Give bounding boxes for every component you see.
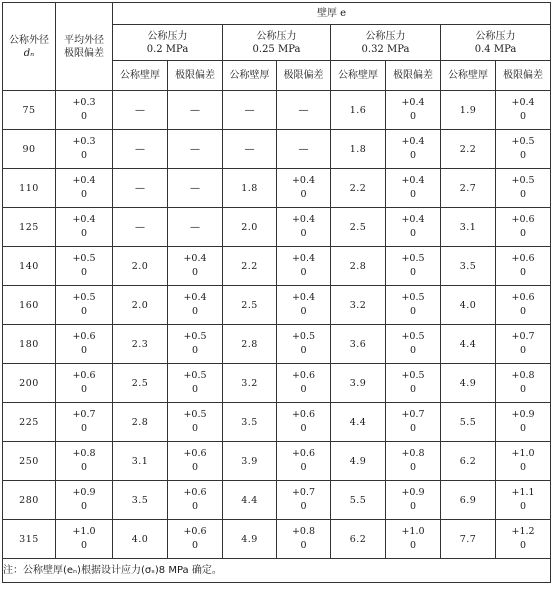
nominal-od-cell: 180: [3, 325, 56, 364]
limit-deviation-cell: [496, 169, 551, 208]
nominal-wall-cell: 4.9: [441, 364, 496, 403]
nominal-wall-cell: 3.2: [223, 364, 277, 403]
deviation-lower: 0: [80, 540, 88, 551]
pressure-value: 0.4 MPa: [474, 43, 517, 55]
deviation-lower: 0: [300, 189, 307, 200]
deviation-lower: 0: [520, 345, 527, 356]
sub-deviation-header: 极限偏差: [386, 61, 441, 91]
pressure-label: 公称压力: [475, 30, 516, 42]
limit-deviation-cell: [168, 364, 223, 403]
deviation-lower: 0: [300, 306, 307, 317]
nominal-od-cell: 125: [3, 208, 56, 247]
nominal-wall-cell: 3.5: [441, 247, 496, 286]
deviation-upper: +0.8: [401, 448, 425, 459]
nominal-wall-cell: 3.1: [441, 208, 496, 247]
deviation-lower: 0: [520, 228, 527, 239]
limit-deviation-cell: [496, 130, 551, 169]
nominal-wall-cell: 4.9: [223, 520, 277, 559]
table-row: [3, 208, 551, 247]
nominal-wall-cell: 2.0: [113, 286, 168, 325]
table-row: [3, 169, 551, 208]
nominal-wall-cell: 1.8: [331, 130, 386, 169]
limit-deviation-cell: [386, 208, 441, 247]
deviation-upper: +0.4: [291, 214, 316, 225]
deviation-lower: 0: [409, 384, 417, 395]
nominal-wall-cell: 6.2: [441, 442, 496, 481]
deviation-lower: 0: [300, 540, 307, 551]
sub-deviation-header: 极限偏差: [496, 61, 551, 91]
deviation-lower: 0: [80, 345, 88, 356]
deviation-lower: 0: [520, 540, 527, 551]
nominal-wall-cell: —: [113, 169, 168, 208]
pressure-label: 公称压力: [147, 30, 188, 42]
deviation-lower: 0: [300, 345, 307, 356]
pressure-header-3: [441, 25, 551, 61]
nominal-wall-cell: 4.0: [441, 286, 496, 325]
pressure-value: 0.2 MPa: [146, 43, 189, 55]
deviation-lower: 0: [520, 189, 527, 200]
deviation-upper: +0.5: [183, 409, 207, 420]
deviation-upper: +0.7: [72, 409, 96, 420]
nominal-wall-cell: 3.2: [331, 286, 386, 325]
deviation-upper: +0.5: [401, 370, 425, 381]
nominal-od-symbol: dₙ: [23, 47, 35, 59]
nominal-wall-cell: 5.5: [441, 403, 496, 442]
deviation-lower: 0: [191, 501, 199, 512]
table-body: [3, 91, 551, 559]
deviation-lower: 0: [409, 111, 417, 122]
deviation-lower: 0: [520, 267, 527, 278]
nominal-wall-cell: 1.8: [223, 169, 277, 208]
deviation-upper: +0.4: [291, 175, 316, 186]
deviation-upper: +0.4: [72, 214, 96, 225]
pressure-header-1: [223, 25, 331, 61]
deviation-lower: 0: [520, 306, 527, 317]
table-row: [3, 442, 551, 481]
table-row: [3, 247, 551, 286]
deviation-lower: 0: [80, 501, 88, 512]
limit-deviation-cell: [496, 520, 551, 559]
nominal-wall-cell: 2.7: [441, 169, 496, 208]
mean-od-deviation-cell: [56, 520, 113, 559]
deviation-upper: +1.0: [72, 526, 96, 537]
nominal-od-cell: 200: [3, 364, 56, 403]
deviation-lower: 0: [300, 228, 307, 239]
deviation-upper: +0.6: [291, 409, 316, 420]
deviation-upper: +0.4: [72, 175, 96, 186]
deviation-upper: +0.6: [511, 292, 535, 303]
deviation-lower: 0: [520, 150, 527, 161]
limit-deviation-cell: [386, 247, 441, 286]
limit-deviation-cell: [386, 286, 441, 325]
limit-deviation-cell: [386, 91, 441, 130]
nominal-wall-cell: 2.2: [331, 169, 386, 208]
limit-deviation-cell: [386, 481, 441, 520]
table-row: [3, 520, 551, 559]
nominal-wall-cell: 2.0: [113, 247, 168, 286]
deviation-upper: +0.5: [72, 253, 96, 264]
pressure-label: 公称压力: [256, 30, 297, 42]
limit-deviation-cell: [496, 247, 551, 286]
limit-deviation-cell: [386, 130, 441, 169]
nominal-wall-cell: 4.9: [331, 442, 386, 481]
nominal-od-cell: 90: [3, 130, 56, 169]
deviation-lower: 0: [300, 384, 307, 395]
limit-deviation-cell: [386, 169, 441, 208]
limit-deviation-cell: [168, 247, 223, 286]
nominal-wall-cell: 4.0: [113, 520, 168, 559]
limit-deviation-cell: [496, 364, 551, 403]
deviation-upper: +0.6: [291, 448, 316, 459]
deviation-upper: +0.7: [291, 487, 316, 498]
nominal-wall-cell: 2.8: [223, 325, 277, 364]
mean-od-deviation-cell: [56, 286, 113, 325]
deviation-upper: +0.9: [401, 487, 425, 498]
deviation-lower: 0: [300, 501, 307, 512]
nominal-wall-cell: —: [113, 91, 168, 130]
deviation-upper: +0.5: [72, 292, 96, 303]
deviation-lower: 0: [80, 267, 88, 278]
nominal-od-cell: 75: [3, 91, 56, 130]
limit-deviation-cell: [496, 403, 551, 442]
nominal-wall-cell: 3.5: [223, 403, 277, 442]
deviation-upper: +0.8: [511, 370, 535, 381]
deviation-lower: 0: [191, 306, 199, 317]
limit-deviation-cell: —: [168, 169, 223, 208]
deviation-upper: +0.6: [72, 331, 96, 342]
nominal-wall-cell: 6.9: [441, 481, 496, 520]
nominal-wall-cell: 2.3: [113, 325, 168, 364]
limit-deviation-cell: [496, 325, 551, 364]
deviation-upper: +1.0: [511, 448, 535, 459]
mean-od-deviation-cell: [56, 91, 113, 130]
limit-deviation-cell: [496, 481, 551, 520]
wall-thickness-header: 壁厚 e: [113, 3, 551, 25]
deviation-upper: +0.6: [183, 526, 207, 537]
deviation-lower: 0: [80, 189, 88, 200]
nominal-wall-cell: 3.9: [223, 442, 277, 481]
deviation-lower: 0: [520, 462, 527, 473]
deviation-upper: +0.5: [291, 331, 316, 342]
pressure-value: 0.32 MPa: [361, 43, 410, 55]
deviation-upper: +0.5: [401, 253, 425, 264]
nominal-od-cell: 140: [3, 247, 56, 286]
nominal-wall-cell: 2.0: [223, 208, 277, 247]
deviation-upper: +0.3: [72, 136, 96, 147]
sub-deviation-header: 极限偏差: [277, 61, 331, 91]
limit-deviation-cell: [277, 442, 331, 481]
deviation-upper: +0.6: [291, 370, 316, 381]
deviation-upper: +0.4: [401, 175, 425, 186]
limit-deviation-cell: [168, 286, 223, 325]
deviation-lower: 0: [520, 501, 527, 512]
nominal-wall-cell: 3.1: [113, 442, 168, 481]
mean-od-label-line2: 极限偏差: [64, 47, 104, 59]
deviation-upper: +1.1: [511, 487, 535, 498]
limit-deviation-cell: [496, 286, 551, 325]
nominal-wall-cell: 2.5: [113, 364, 168, 403]
deviation-lower: 0: [409, 501, 417, 512]
limit-deviation-cell: [386, 364, 441, 403]
mean-od-deviation-cell: [56, 208, 113, 247]
deviation-upper: +0.6: [511, 253, 535, 264]
deviation-upper: +0.6: [72, 370, 96, 381]
limit-deviation-cell: [386, 520, 441, 559]
deviation-upper: +0.7: [401, 409, 425, 420]
pressure-label: 公称压力: [365, 30, 406, 42]
table-row: [3, 130, 551, 169]
deviation-lower: 0: [80, 150, 88, 161]
limit-deviation-cell: —: [168, 130, 223, 169]
nominal-od-label: 公称外径: [9, 34, 49, 46]
mean-od-label-line1: 平均外径: [64, 34, 104, 46]
limit-deviation-cell: [277, 403, 331, 442]
deviation-lower: 0: [80, 111, 88, 122]
limit-deviation-cell: [168, 325, 223, 364]
deviation-lower: 0: [409, 345, 417, 356]
deviation-upper: +0.4: [401, 136, 425, 147]
pressure-value: 0.25 MPa: [252, 43, 301, 55]
deviation-upper: +0.4: [401, 97, 425, 108]
limit-deviation-cell: [496, 442, 551, 481]
deviation-lower: 0: [409, 150, 417, 161]
mean-od-deviation-cell: [56, 130, 113, 169]
nominal-wall-cell: 4.4: [223, 481, 277, 520]
sub-nominal-header: 公称壁厚: [331, 61, 386, 91]
limit-deviation-cell: [168, 442, 223, 481]
mean-od-deviation-cell: [56, 247, 113, 286]
nominal-wall-cell: 7.7: [441, 520, 496, 559]
nominal-wall-cell: 4.4: [441, 325, 496, 364]
deviation-upper: +0.4: [183, 253, 207, 264]
table-row: [3, 481, 551, 520]
deviation-upper: +0.4: [183, 292, 207, 303]
sub-nominal-header: 公称壁厚: [223, 61, 277, 91]
deviation-upper: +0.5: [401, 292, 425, 303]
nominal-od-header: [3, 3, 56, 91]
table-row: [3, 286, 551, 325]
deviation-lower: 0: [520, 111, 527, 122]
deviation-upper: +0.8: [72, 448, 96, 459]
deviation-upper: +0.3: [72, 97, 96, 108]
deviation-lower: 0: [409, 306, 417, 317]
mean-od-deviation-cell: [56, 481, 113, 520]
deviation-lower: 0: [80, 462, 88, 473]
nominal-od-cell: 225: [3, 403, 56, 442]
limit-deviation-cell: [277, 169, 331, 208]
deviation-upper: +0.5: [511, 175, 535, 186]
sub-nominal-header: 公称壁厚: [441, 61, 496, 91]
deviation-lower: 0: [80, 228, 88, 239]
deviation-upper: +0.4: [401, 214, 425, 225]
deviation-upper: +0.4: [291, 253, 316, 264]
deviation-upper: +1.2: [511, 526, 535, 537]
deviation-upper: +0.9: [72, 487, 96, 498]
deviation-lower: 0: [409, 267, 417, 278]
table-row: [3, 364, 551, 403]
deviation-upper: +0.4: [511, 97, 535, 108]
table-note: 注：公称壁厚(eₙ)根据设计应力(σₛ)8 MPa 确定。: [3, 559, 551, 583]
deviation-lower: 0: [191, 345, 199, 356]
nominal-wall-cell: 2.8: [113, 403, 168, 442]
deviation-lower: 0: [520, 423, 527, 434]
limit-deviation-cell: —: [277, 91, 331, 130]
nominal-wall-cell: 3.9: [331, 364, 386, 403]
deviation-lower: 0: [300, 423, 307, 434]
nominal-wall-cell: —: [113, 208, 168, 247]
table-row: [3, 91, 551, 130]
deviation-upper: +0.5: [401, 331, 425, 342]
deviation-lower: 0: [80, 384, 88, 395]
nominal-od-cell: 315: [3, 520, 56, 559]
nominal-od-cell: 160: [3, 286, 56, 325]
deviation-lower: 0: [409, 540, 417, 551]
nominal-wall-cell: 2.2: [223, 247, 277, 286]
deviation-lower: 0: [191, 462, 199, 473]
nominal-wall-cell: —: [223, 91, 277, 130]
limit-deviation-cell: [277, 325, 331, 364]
deviation-lower: 0: [191, 267, 199, 278]
sub-deviation-header: 极限偏差: [168, 61, 223, 91]
nominal-wall-cell: —: [223, 130, 277, 169]
nominal-od-cell: 250: [3, 442, 56, 481]
nominal-wall-cell: 2.5: [223, 286, 277, 325]
nominal-od-cell: 110: [3, 169, 56, 208]
deviation-upper: +0.4: [291, 292, 316, 303]
deviation-lower: 0: [409, 228, 417, 239]
sub-nominal-header: 公称壁厚: [113, 61, 168, 91]
deviation-upper: +0.5: [183, 331, 207, 342]
mean-od-header: [56, 3, 113, 91]
mean-od-deviation-cell: [56, 403, 113, 442]
mean-od-deviation-cell: [56, 442, 113, 481]
nominal-wall-cell: 2.2: [441, 130, 496, 169]
nominal-wall-cell: 1.6: [331, 91, 386, 130]
deviation-upper: +0.6: [511, 214, 535, 225]
mean-od-deviation-cell: [56, 169, 113, 208]
deviation-upper: +0.6: [183, 448, 207, 459]
nominal-wall-cell: 3.6: [331, 325, 386, 364]
limit-deviation-cell: —: [277, 130, 331, 169]
nominal-od-cell: 280: [3, 481, 56, 520]
limit-deviation-cell: [386, 403, 441, 442]
mean-od-deviation-cell: [56, 325, 113, 364]
deviation-upper: +0.7: [511, 331, 535, 342]
deviation-lower: 0: [409, 462, 417, 473]
limit-deviation-cell: —: [168, 91, 223, 130]
limit-deviation-cell: [277, 247, 331, 286]
pipe-spec-table: [2, 2, 551, 583]
nominal-wall-cell: 2.8: [331, 247, 386, 286]
nominal-wall-cell: 2.5: [331, 208, 386, 247]
nominal-wall-cell: 4.4: [331, 403, 386, 442]
limit-deviation-cell: [386, 325, 441, 364]
limit-deviation-cell: [168, 403, 223, 442]
deviation-upper: +1.0: [401, 526, 425, 537]
limit-deviation-cell: [277, 208, 331, 247]
nominal-wall-cell: 5.5: [331, 481, 386, 520]
pressure-header-0: [113, 25, 223, 61]
deviation-lower: 0: [191, 423, 199, 434]
nominal-wall-cell: 3.5: [113, 481, 168, 520]
deviation-upper: +0.5: [511, 136, 535, 147]
table-row: [3, 403, 551, 442]
deviation-lower: 0: [300, 267, 307, 278]
deviation-upper: +0.8: [291, 526, 316, 537]
deviation-lower: 0: [191, 540, 199, 551]
deviation-lower: 0: [409, 423, 417, 434]
limit-deviation-cell: —: [168, 208, 223, 247]
deviation-upper: +0.6: [183, 487, 207, 498]
mean-od-deviation-cell: [56, 364, 113, 403]
deviation-lower: 0: [80, 423, 88, 434]
deviation-lower: 0: [520, 384, 527, 395]
nominal-wall-cell: —: [113, 130, 168, 169]
pressure-header-2: [331, 25, 441, 61]
limit-deviation-cell: [277, 286, 331, 325]
limit-deviation-cell: [277, 481, 331, 520]
nominal-wall-cell: 6.2: [331, 520, 386, 559]
table-row: [3, 325, 551, 364]
deviation-upper: +0.5: [183, 370, 207, 381]
limit-deviation-cell: [277, 520, 331, 559]
limit-deviation-cell: [496, 208, 551, 247]
limit-deviation-cell: [496, 91, 551, 130]
nominal-wall-cell: 1.9: [441, 91, 496, 130]
deviation-lower: 0: [191, 384, 199, 395]
limit-deviation-cell: [386, 442, 441, 481]
deviation-lower: 0: [80, 306, 88, 317]
deviation-lower: 0: [409, 189, 417, 200]
limit-deviation-cell: [277, 364, 331, 403]
deviation-upper: +0.9: [511, 409, 535, 420]
deviation-lower: 0: [300, 462, 307, 473]
limit-deviation-cell: [168, 481, 223, 520]
limit-deviation-cell: [168, 520, 223, 559]
